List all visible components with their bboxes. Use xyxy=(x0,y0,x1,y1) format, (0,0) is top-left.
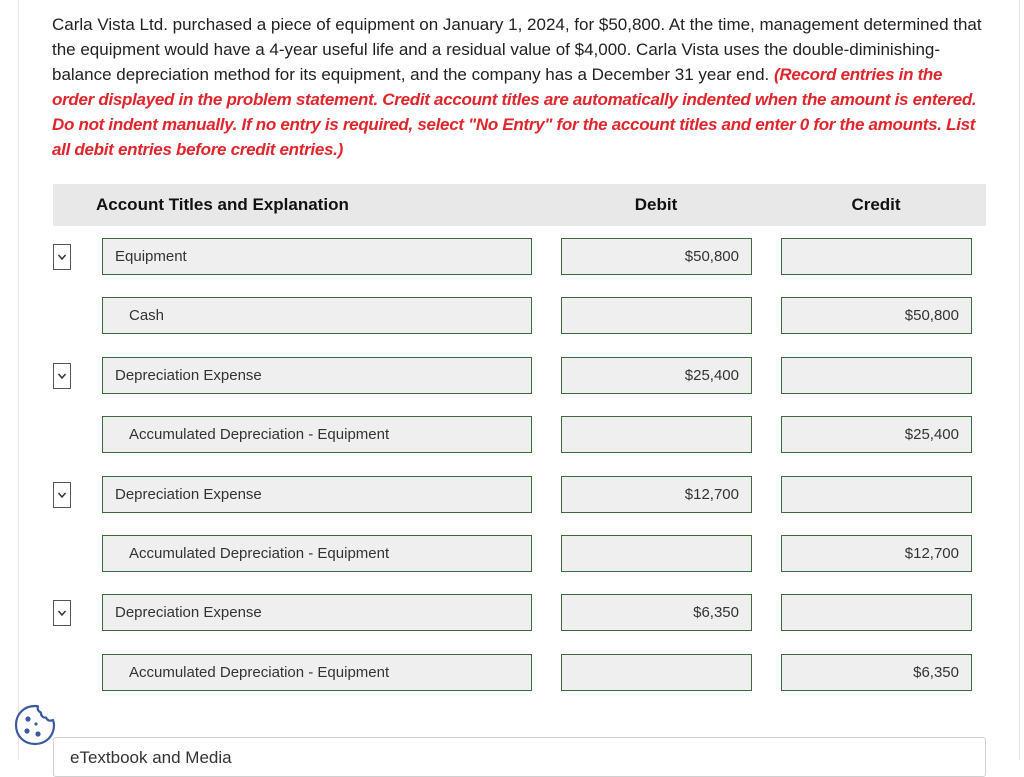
debit-field[interactable] xyxy=(561,297,752,334)
problem-text: Carla Vista Ltd. purchased a piece of equipment on January 1, 2024, for $50,800. At the time, management determined that the equipment would have a 4-year useful life and a residual value of $4,000. Carla Vista uses the double-diminishing-balance depreciation method for its equipment, and the company has a December 31 year end. xyxy=(52,15,982,84)
entry-dropdown[interactable] xyxy=(53,600,71,626)
chevron-down-icon xyxy=(57,252,67,262)
journal-table-header xyxy=(53,184,986,226)
debit-field[interactable] xyxy=(561,535,752,572)
credit-field[interactable] xyxy=(781,238,972,275)
journal-row xyxy=(0,297,1024,335)
account-title-field[interactable]: Accumulated Depreciation - Equipment xyxy=(102,535,532,572)
header-debit: Debit xyxy=(634,195,678,214)
debit-field[interactable]: $50,800 xyxy=(561,238,752,275)
credit-field[interactable] xyxy=(781,594,972,631)
journal-row xyxy=(0,476,1024,514)
debit-field[interactable]: $25,400 xyxy=(561,357,752,394)
problem-statement xyxy=(52,12,982,162)
debit-field[interactable]: $6,350 xyxy=(561,594,752,631)
credit-field[interactable]: $25,400 xyxy=(781,416,972,453)
debit-field[interactable]: $12,700 xyxy=(561,476,752,513)
account-title-field[interactable]: Depreciation Expense xyxy=(102,357,532,394)
journal-row xyxy=(0,357,1024,395)
debit-field[interactable] xyxy=(561,654,752,691)
journal-row xyxy=(0,594,1024,632)
header-credit: Credit xyxy=(851,195,901,214)
journal-row xyxy=(0,535,1024,573)
credit-field[interactable] xyxy=(781,476,972,513)
entry-dropdown[interactable] xyxy=(53,363,71,389)
credit-field[interactable]: $50,800 xyxy=(781,297,972,334)
header-account-titles: Account Titles and Explanation xyxy=(96,195,349,214)
credit-field[interactable]: $12,700 xyxy=(781,535,972,572)
journal-row xyxy=(0,654,1024,692)
credit-field[interactable]: $6,350 xyxy=(781,654,972,691)
chevron-down-icon xyxy=(57,490,67,500)
account-title-field[interactable]: Depreciation Expense xyxy=(102,594,532,631)
account-title-field[interactable]: Depreciation Expense xyxy=(102,476,532,513)
account-title-field[interactable]: Cash xyxy=(102,297,532,334)
etextbook-media-section[interactable] xyxy=(53,737,986,777)
journal-row xyxy=(0,238,1024,276)
debit-field[interactable] xyxy=(561,416,752,453)
problem-instructions: (Record entries in the order displayed in the problem statement. Credit account titles are automatically indented when the amount is entered. Do not indent manually. If no entry is required, select "No Entry" for the account titles and enter 0 for the amounts. List all debit entries before credit entries.) xyxy=(52,65,977,159)
account-title-field[interactable]: Accumulated Depreciation - Equipment xyxy=(102,416,532,453)
account-title-field[interactable]: Accumulated Depreciation - Equipment xyxy=(102,654,532,691)
etextbook-label: eTextbook and Media xyxy=(70,748,232,767)
cookie-icon[interactable] xyxy=(12,702,58,748)
journal-row xyxy=(0,416,1024,454)
chevron-down-icon xyxy=(57,371,67,381)
entry-dropdown[interactable] xyxy=(53,482,71,508)
credit-field[interactable] xyxy=(781,357,972,394)
account-title-field[interactable]: Equipment xyxy=(102,238,532,275)
entry-dropdown[interactable] xyxy=(53,244,71,270)
chevron-down-icon xyxy=(57,608,67,618)
